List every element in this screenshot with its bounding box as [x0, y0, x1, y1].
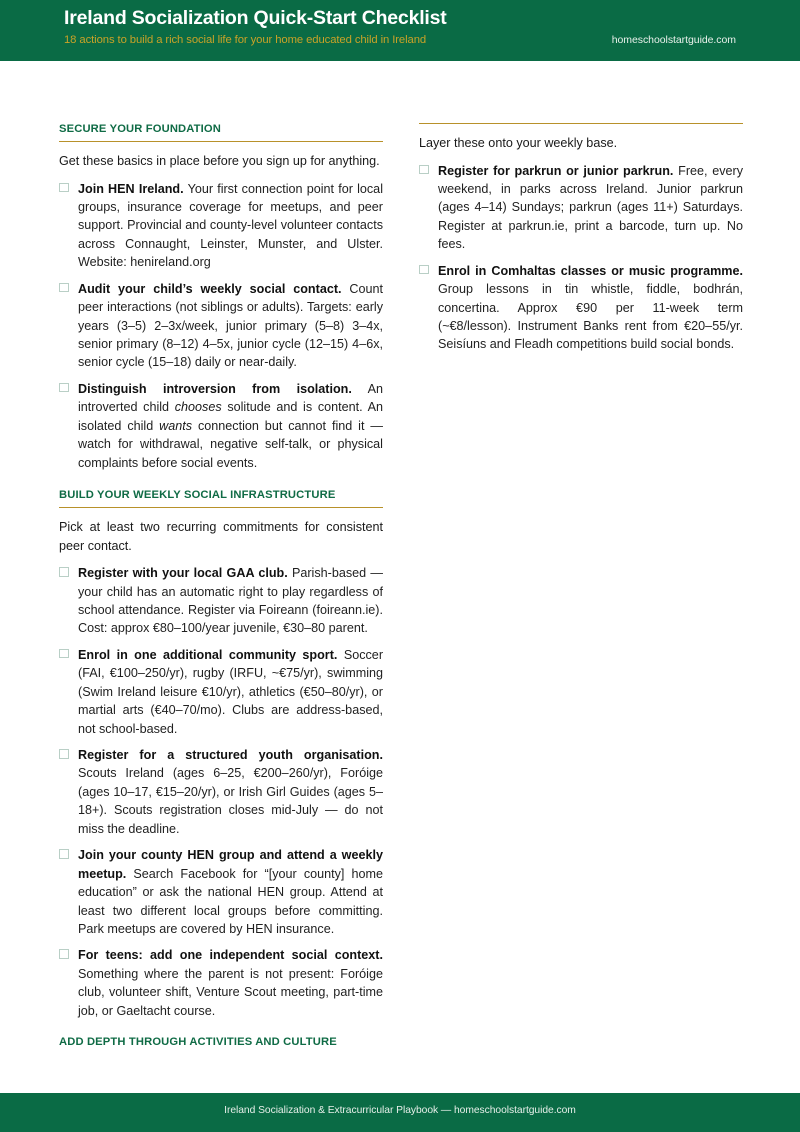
section-intro: Pick at least two recurring commitments for consistent peer contact.: [59, 520, 383, 553]
page-content: [0, 61, 800, 1093]
checkbox-icon[interactable]: [59, 849, 69, 859]
checklist-item[interactable]: [59, 180, 383, 272]
page-subtitle: 18 actions to build a rich social life for your home educated child in Ireland: [64, 34, 427, 46]
item-body: Group lessons in tin whistle, fiddle, bodhrán, concertina. Approx €90 per 11-week term (~€8/lesson). Instrument Banks rent from €20–55/yr. Seisíuns and Fleadh competitions build social bonds.: [438, 282, 743, 352]
page-title: Ireland Socialization Quick-Start Checklist: [64, 7, 447, 29]
item-lead: Join HEN Ireland.: [78, 181, 184, 196]
item-lead: Register with your local GAA club.: [78, 566, 288, 581]
checklist-item[interactable]: [59, 846, 383, 938]
section-secure-your-foundation: [59, 123, 383, 472]
footer-text: Ireland Socialization & Extracurricular Playbook — homeschoolstartguide.com: [224, 1105, 576, 1116]
section-build-weekly-social-infrastructure: [59, 489, 383, 1020]
item-lead: Distinguish introversion from isolation.: [78, 381, 352, 396]
item-body: Something where the parent is not present: Foróige club, volunteer shift, Venture Scout meeting, part-time job, or Gaeltacht course.: [78, 966, 383, 1018]
item-emphasis-chooses: chooses: [174, 400, 222, 415]
checkbox-icon[interactable]: [419, 265, 429, 275]
checklist-item[interactable]: [59, 380, 383, 472]
section-rule: [419, 123, 743, 124]
section-heading: BUILD YOUR WEEKLY SOCIAL INFRASTRUCTURE: [59, 489, 336, 502]
item-body: Parish-based — your child has an automatic right to play regardless of school attendance. Register via Foireann (foireann.ie). Cost: approx €80–100/year juvenile, €30–80 parent.: [78, 566, 383, 636]
item-body-part-2: solitude and is content. An isolated child: [78, 400, 383, 433]
section-intro: Layer these onto your weekly base.: [419, 136, 618, 150]
item-body: Soccer (FAI, €100–250/yr), rugby (IRFU, ~€75/yr), swimming (Swim Ireland leisure €10/yr), athletics (€50–80/yr), or martial arts (€40–70/mo). Clubs are address-based, not school-based.: [78, 647, 384, 736]
item-body: Count peer interactions (not siblings or adults). Targets: early years (3–5) 2–3x/week, junior primary (5–8) 3–4x, senior primary (8–12) 4–5x, junior cycle (12–15) 4–6x, senior cycle (15–18) daily or near-daily.: [78, 281, 383, 370]
checkbox-icon[interactable]: [419, 165, 429, 175]
item-lead: Audit your child’s weekly social contact.: [78, 281, 342, 296]
item-emphasis-wants: wants: [159, 418, 193, 433]
item-body-part-3: connection but cannot find it — watch for withdrawal, negative self-talk, or physical complaints before social events.: [78, 418, 383, 470]
item-body: Your first connection point for local groups, insurance coverage for meetups, and peer support. Provincial and county-level volunteer contacts across Connaught, Leinster, Munster, and Ulster. Website: henireland.org: [78, 181, 383, 270]
checklist-item[interactable]: [59, 280, 383, 372]
checkbox-icon[interactable]: [59, 567, 69, 577]
checkbox-icon[interactable]: [59, 383, 69, 393]
checkbox-icon[interactable]: [59, 749, 69, 759]
checklist-item[interactable]: [419, 162, 743, 254]
checkbox-icon[interactable]: [59, 283, 69, 293]
header-website: homeschoolstartguide.com: [611, 34, 736, 46]
item-lead: Register for a structured youth organisation.: [78, 748, 383, 762]
checkbox-icon[interactable]: [59, 183, 69, 193]
section-rule: [59, 141, 383, 142]
item-body: Scouts Ireland (ages 6–25, €200–260/yr), Foróige (ages 10–17, €15–20/yr), or Irish Girl Guides (ages 5–18+). Scouts registration closes mid-July — do not miss the deadline.: [78, 766, 383, 836]
left-column: [59, 123, 383, 1054]
section-heading: ADD DEPTH THROUGH ACTIVITIES AND CULTURE: [59, 1036, 337, 1049]
checkbox-icon[interactable]: [59, 649, 69, 659]
section-rule: [59, 507, 383, 508]
item-body-part-1: An introverted child: [78, 381, 383, 415]
item-lead: Enrol in one additional community sport.: [78, 647, 338, 662]
item-lead: For teens: add one independent social context.: [78, 948, 383, 963]
item-body: Free, every weekend, in parks across Ireland. Junior parkrun (ages 4–14) Sundays; parkrun (ages 11+) Saturdays. Register at parkrun.ie, print a barcode, turn up. No fees.: [438, 163, 743, 252]
checkbox-icon[interactable]: [59, 949, 69, 959]
checklist-item[interactable]: [59, 646, 383, 738]
section-intro: Get these basics in place before you sign up for anything.: [59, 154, 380, 168]
item-body: Search Facebook for “[your county] home education” or ask the national HEN group. Attend at least two different local groups before committing. Park meetups are covered by HEN insurance.: [78, 866, 384, 936]
section-add-depth-through-activities-and-culture: [59, 1036, 383, 1048]
page-header: [0, 0, 800, 61]
item-lead: Join your county HEN group and attend a weekly meetup.: [78, 848, 383, 881]
item-lead: Register for parkrun or junior parkrun.: [438, 163, 674, 178]
page-footer: [0, 1093, 800, 1132]
section-heading: SECURE YOUR FOUNDATION: [59, 123, 222, 135]
checklist-item[interactable]: [59, 564, 383, 638]
item-lead: Enrol in Comhaltas classes or music programme.: [438, 263, 743, 278]
checklist-item[interactable]: [59, 746, 383, 838]
right-column: [419, 123, 743, 354]
checklist-item[interactable]: [419, 262, 743, 354]
checklist-item[interactable]: [59, 946, 383, 1020]
